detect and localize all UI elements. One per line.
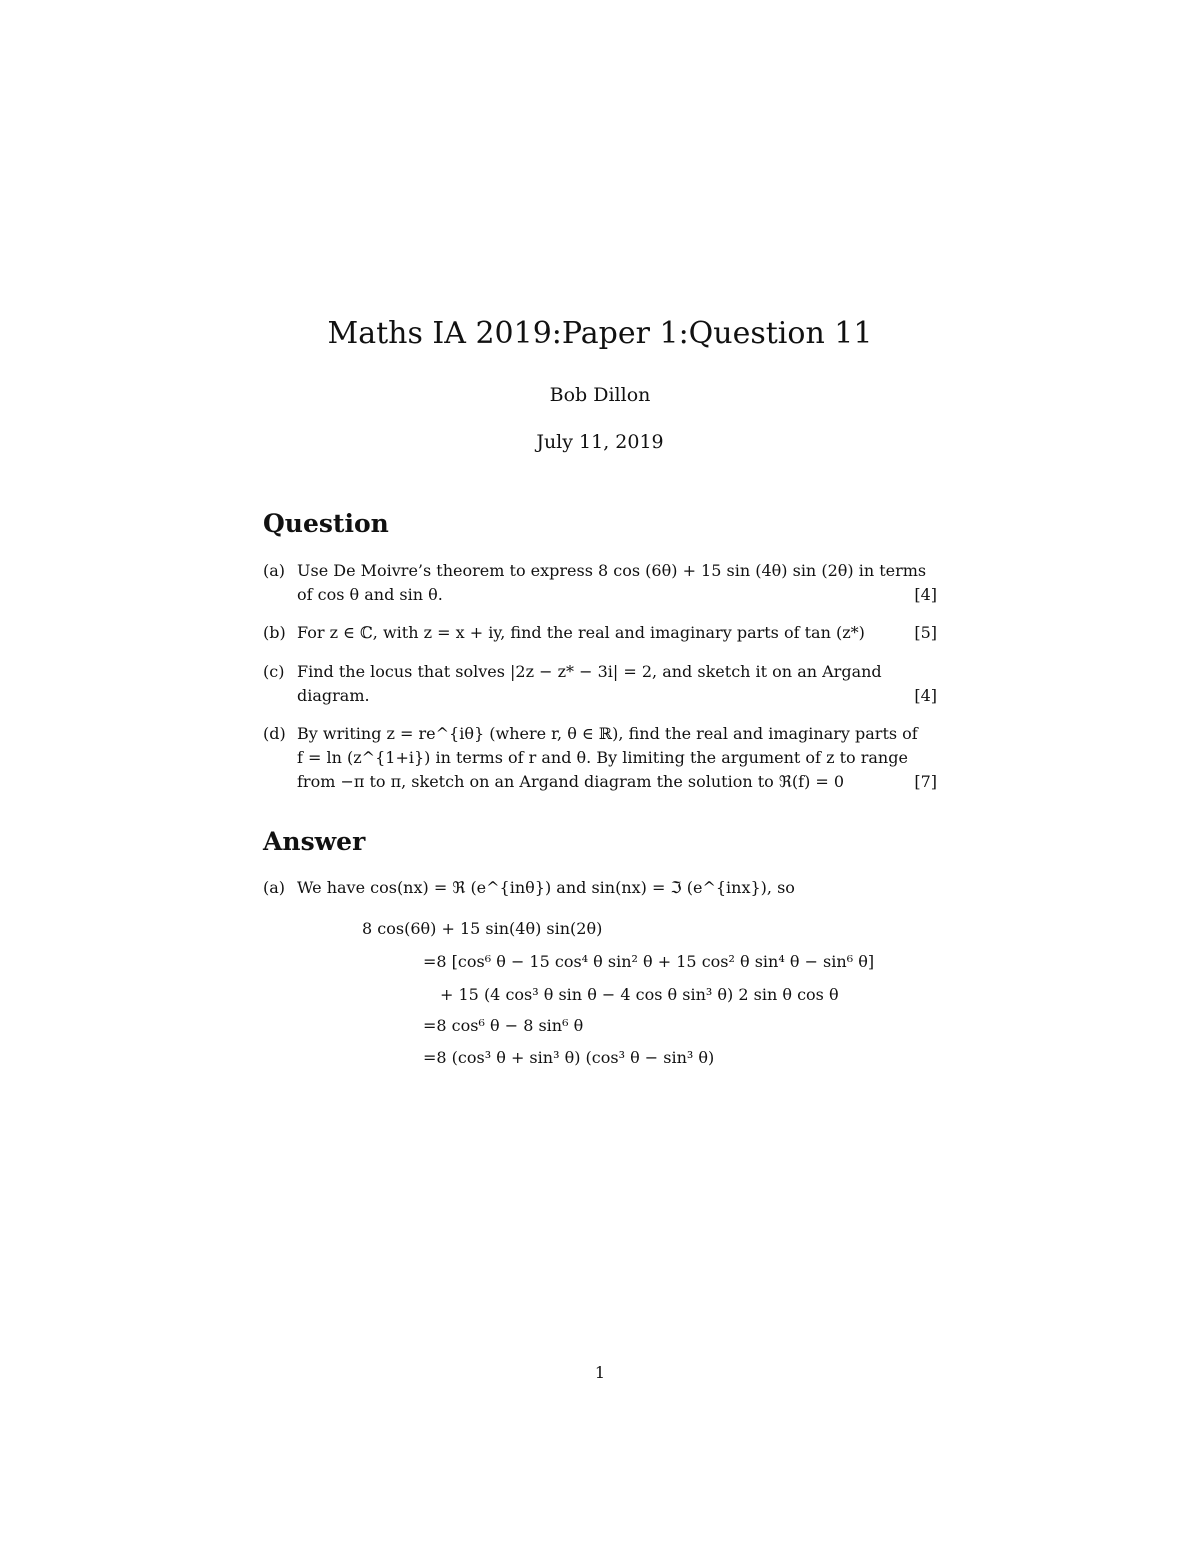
item-text: diagram. xyxy=(297,686,370,705)
item-text: Find the locus that solves |2z − z* − 3i| = 2, and sketch it on an Argand xyxy=(297,662,882,681)
item-text: We have cos(nx) = ℜ (e^{inθ}) and sin(nx) = ℑ (e^{inx}), so xyxy=(297,878,795,897)
equation-line: 8 cos(6θ) + 15 sin(4θ) sin(2θ) xyxy=(362,919,603,938)
marks-badge: [4] xyxy=(914,585,937,604)
item-label: (a) xyxy=(263,878,286,897)
item-text: f = ln (z^{1+i}) in terms of r and θ. By limiting the argument of z to range xyxy=(297,748,908,767)
item-label: (d) xyxy=(263,724,286,743)
question-heading: Question xyxy=(263,509,389,538)
marks-badge: [7] xyxy=(914,772,937,791)
item-text: By writing z = re^{iθ} (where r, θ ∈ ℝ), find the real and imaginary parts of xyxy=(297,724,918,743)
item-label: (b) xyxy=(263,623,286,642)
question-item-b xyxy=(263,621,939,645)
item-label: (c) xyxy=(263,662,285,681)
answer-item-a xyxy=(263,876,939,900)
marks-badge: [5] xyxy=(914,623,937,642)
equation-line: =8 cos⁶ θ − 8 sin⁶ θ xyxy=(423,1016,584,1035)
question-item-d xyxy=(263,722,939,794)
question-item-a xyxy=(263,559,939,607)
answer-heading: Answer xyxy=(263,827,366,856)
equation-line: =8 (cos³ θ + sin³ θ) (cos³ θ − sin³ θ) xyxy=(423,1048,715,1067)
page-number: 1 xyxy=(594,1363,606,1382)
equation-line: =8 [cos⁶ θ − 15 cos⁴ θ sin² θ + 15 cos² θ sin⁴ θ − sin⁶ θ] xyxy=(423,952,875,971)
item-label: (a) xyxy=(263,561,286,580)
item-text: Use De Moivre’s theorem to express 8 cos (6θ) + 15 sin (4θ) sin (2θ) in terms xyxy=(297,561,927,580)
item-text: For z ∈ ℂ, with z = x + iy, find the real and imaginary parts of tan (z*) xyxy=(297,623,865,642)
question-item-c xyxy=(263,660,939,708)
equation-line: + 15 (4 cos³ θ sin θ − 4 cos θ sin³ θ) 2 sin θ cos θ xyxy=(440,985,839,1004)
document-date: July 11, 2019 xyxy=(536,431,664,453)
item-text: of cos θ and sin θ. xyxy=(297,585,443,604)
marks-badge: [4] xyxy=(914,686,937,705)
item-text: from −π to π, sketch on an Argand diagram the solution to ℜ(f) = 0 xyxy=(297,772,845,791)
document-author: Bob Dillon xyxy=(549,384,651,406)
document-title: Maths IA 2019:Paper 1:Question 11 xyxy=(327,316,873,351)
